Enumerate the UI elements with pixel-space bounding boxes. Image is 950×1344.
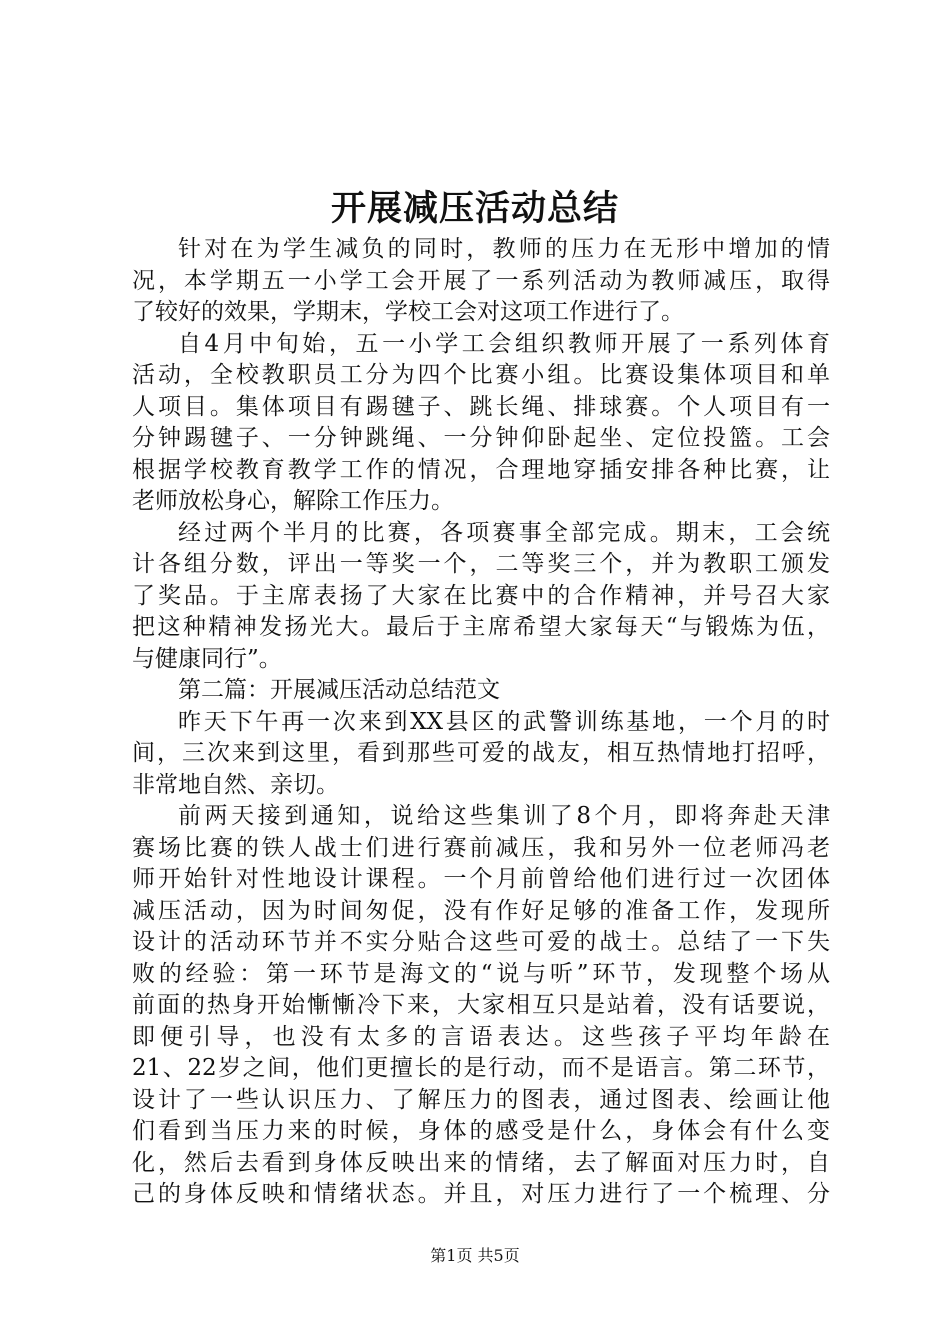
paragraph-3 [132,518,830,676]
text-line: 了较好的效果，学期末，学校工会对这项工作进行了。 [132,299,684,325]
text-line: 间，三次来到这里，看到那些可爱的战友，相互热情地打招呼， [132,740,830,766]
text-line: 与健康同行”。 [132,645,282,672]
text-line: 非常地自然、亲切。 [132,771,339,798]
text-line: 了奖品。于主席表扬了大家在比赛中的合作精神，并号召大家 [132,582,830,609]
text-line: 己的身体反映和情绪状态。并且，对压力进行了一个梳理、分 [132,1181,830,1207]
paragraph-1 [132,234,830,329]
text-line: 把这种精神发扬光大。最后于主席希望大家每天“与锻炼为伍， [132,614,830,640]
page-footer: 第1页 共5页 [430,1246,520,1265]
text-line: 设计了一些认识压力、了解压力的图表，通过图表、绘画让他 [132,1086,830,1113]
text-line: 老师放松身心，解除工作压力。 [132,488,454,514]
text-line: 们看到当压力来的时候，身体的感受是什么，身体会有什么变 [132,1118,830,1144]
text-line: 前面的热身开始慚慚冷下来，大家相互只是站着，没有话要说， [132,992,830,1018]
text-line: 分钟踢毽子、一分钟跳绳、一分钟仰卧起坐、定位投篮。工会 [132,425,830,451]
text-line: 况，本学期五一小学工会开展了一系列活动为教师减压，取得 [132,267,830,294]
text-line: 败的经验：第一环节是海文的“说与听”环节，发现整个场从 [132,960,830,987]
text-line: 计各组分数，评出一等奖一个，二等奖三个，并为教职工颁发 [132,551,830,577]
text-line: 即便引导，也没有太多的言语表达。这些孩子平均年龄在 [132,1023,830,1050]
text-line: 根据学校教育教学工作的情况，合理地穿插安排各种比赛，让 [132,456,830,483]
paragraph-2 [132,329,830,518]
document-title: 开展减压活动总结 [330,188,619,229]
text-line: 前两天接到通知，说给这些集训了8个月，即将奔赴天津 [178,803,830,829]
text-line: 人项目。集体项目有踢毽子、跳长绳、排球赛。个人项目有一 [132,393,830,420]
text-line: 设计的活动环节并不实分贴合这些可爱的战士。总结了一下失 [132,929,830,955]
text-line: 昨天下午再一次来到XX县区的武警训练基地，一个月的时 [178,708,830,735]
text-line: 活动，全校教职员工分为四个比赛小组。比赛设集体项目和单 [132,362,830,388]
document-body [132,234,830,1211]
text-line: 21、22岁之间，他们更擅长的是行动，而不是语言。第二环节， [132,1055,830,1081]
text-line: 第二篇：开展减压活动总结范文 [178,677,500,703]
text-line: 经过两个半月的比赛，各项赛事全部完成。期末，工会统 [178,519,830,546]
text-line: 师开始针对性地设计课程。一个月前曾给他们进行过一次团体 [132,866,830,892]
paragraph-5 [132,801,830,1211]
paragraph-4 [132,707,830,802]
text-line: 自4月中旬始，五一小学工会组织教师开展了一系列体育 [178,330,830,357]
text-line: 减压活动，因为时间匆促，没有作好足够的准备工作，发现所 [132,897,830,924]
text-line: 针对在为学生减负的同时，教师的压力在无形中增加的情 [178,236,830,262]
text-line: 赛场比赛的铁人战士们进行赛前减压，我和另外一位老师冯老 [132,834,830,861]
text-line: 化，然后去看到身体反映出来的情绪，去了解面对压力时，自 [132,1149,830,1176]
section-heading [132,675,830,707]
